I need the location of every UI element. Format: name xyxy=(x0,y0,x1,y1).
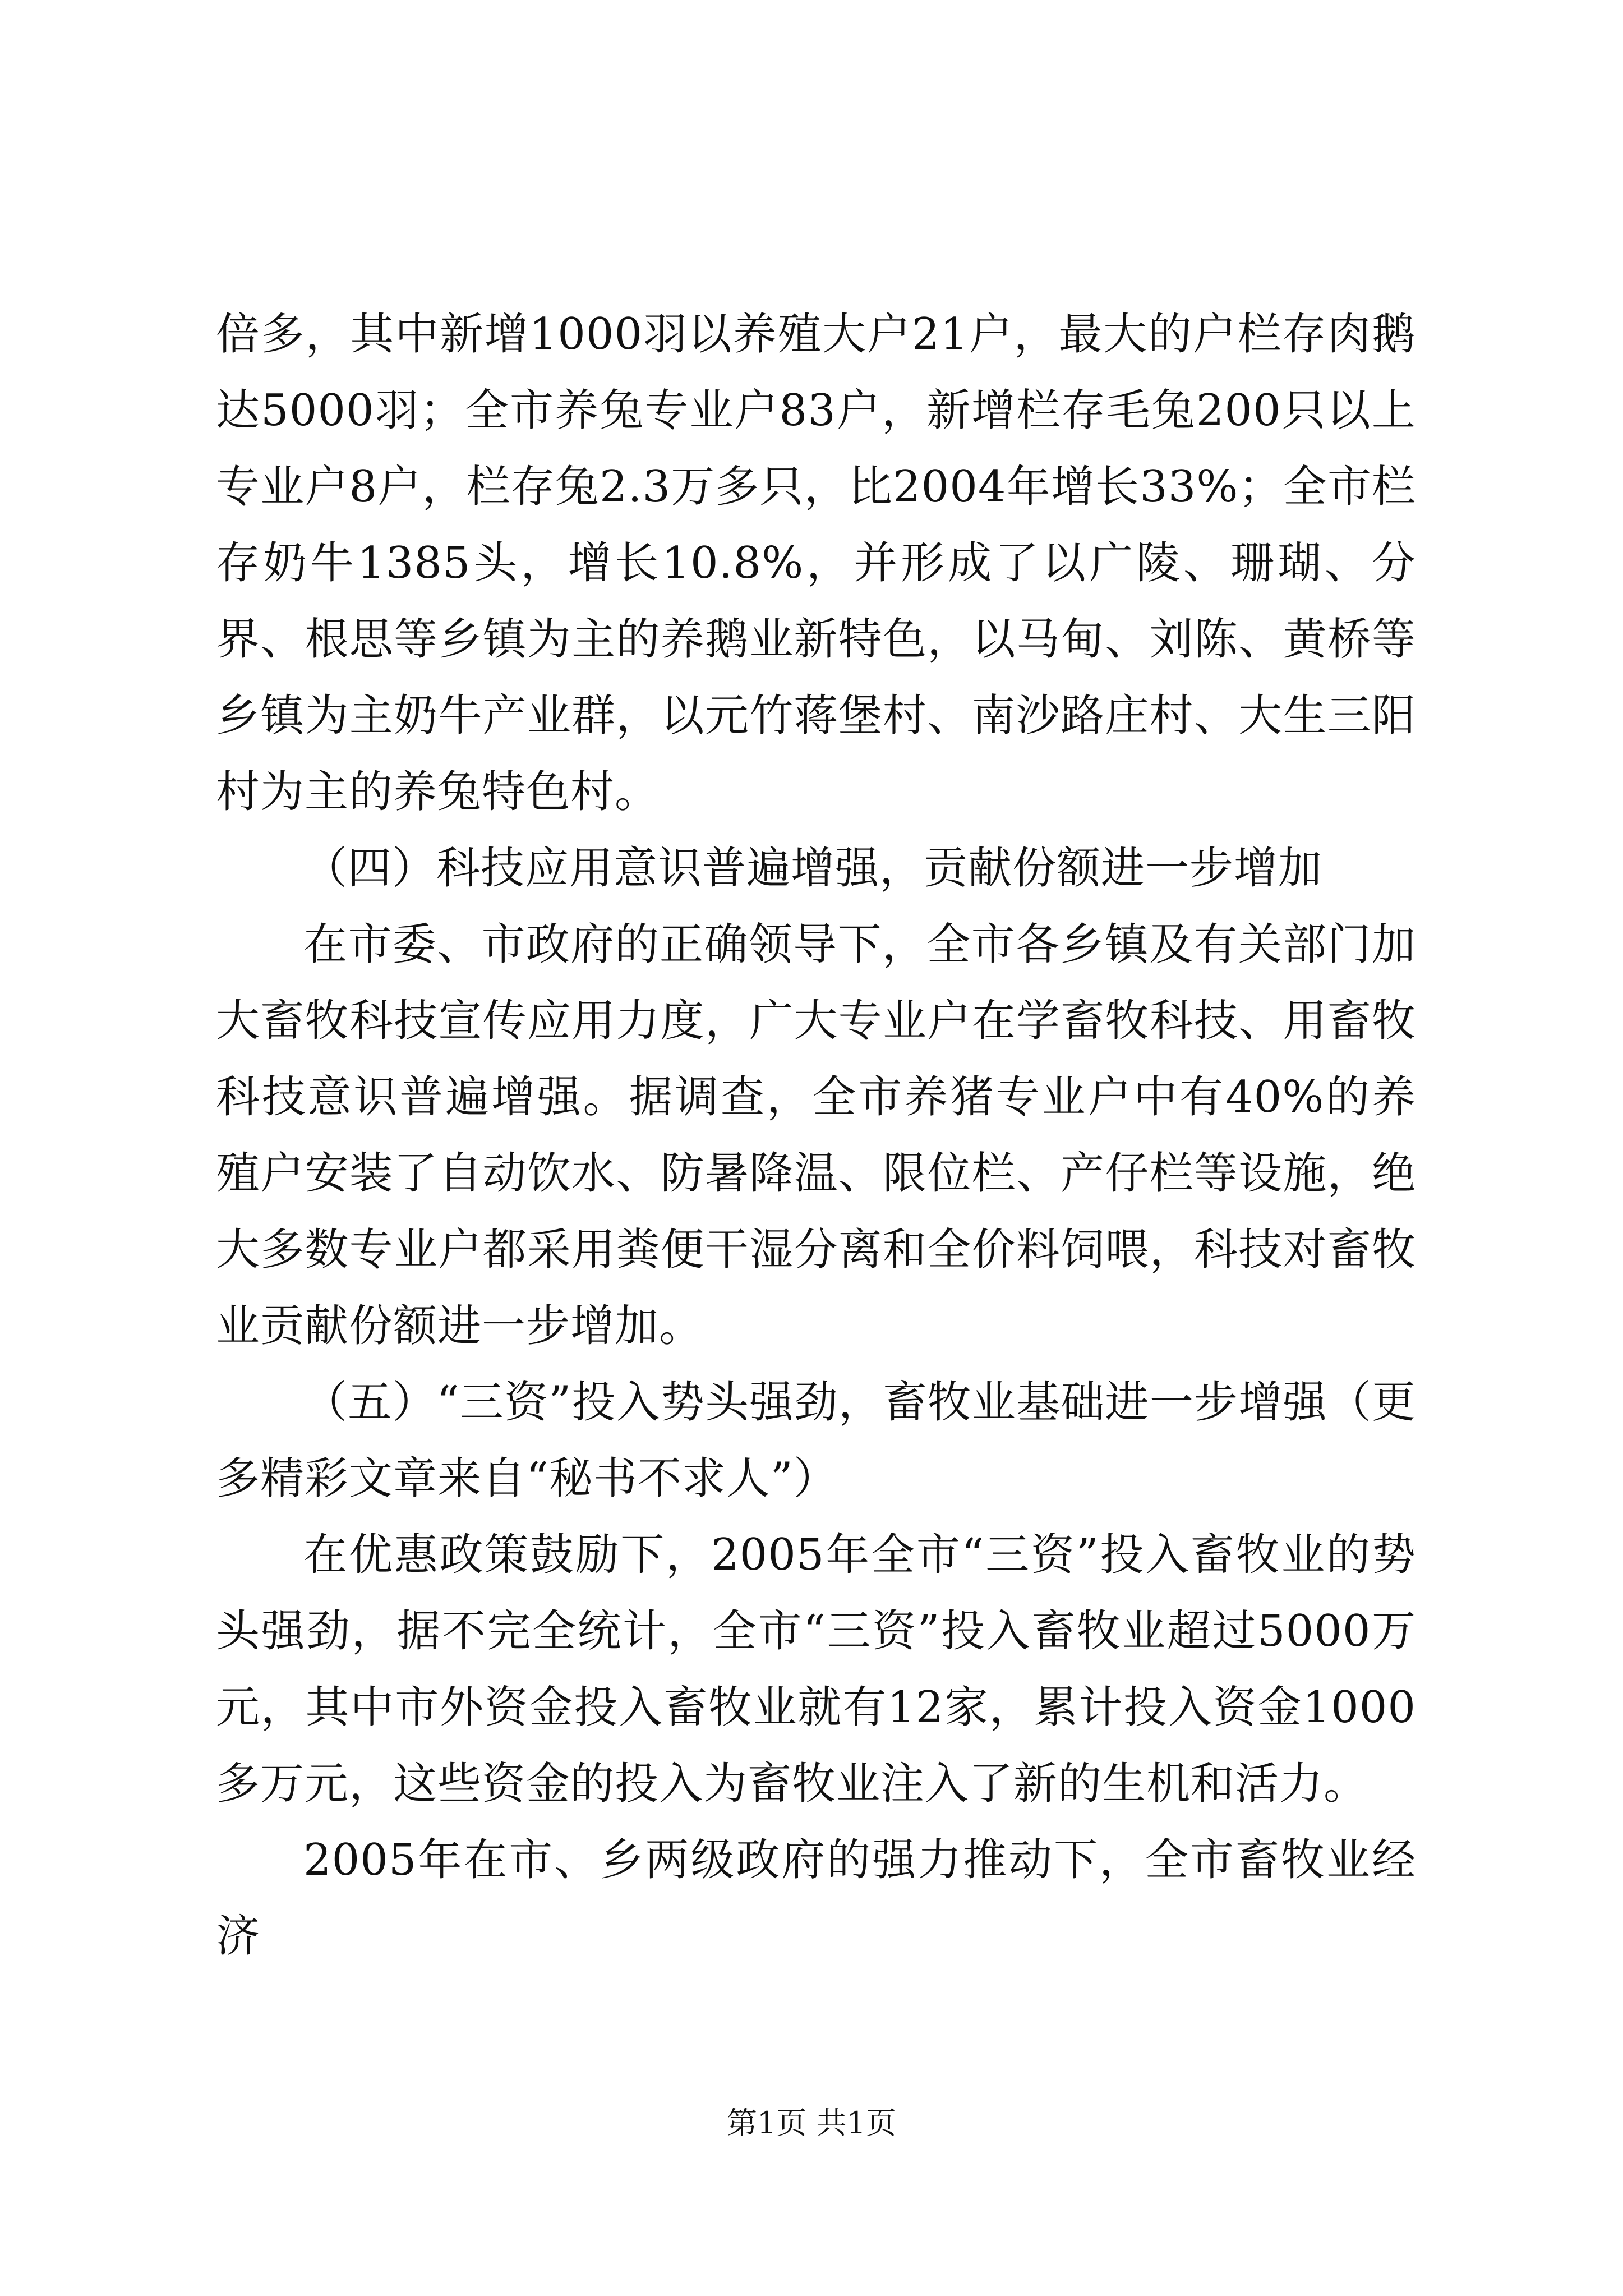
page-footer: 第1页 共1页 xyxy=(727,2105,896,2141)
section-heading-four: （四）科技应用意识普遍增强，贡献份额进一步增加 xyxy=(303,843,1323,894)
paragraph-technology: 在市委、市政府的正确领导下，全市各乡镇及有关部门加大畜牧科技宣传应用力度，广大专业户在学畜牧科技、用畜牧科技意识普遍增强。据调查，全市养猪专业户中有40%的养殖户安装了自动饮水、防暑降温、限位栏、产仔栏等设施，绝大多数专业户都采用粪便干湿分离和全价料饲喂，科技对畜牧业贡献份额进一步增加。 xyxy=(216,919,1416,1351)
paragraph-investment: 在优惠政策鼓励下，2005年全市“三资”投入畜牧业的势头强劲，据不完全统计，全市“三资”投入畜牧业超过5000万元，其中市外资金投入畜牧业就有12家，累计投入资金1000多万元，这些资金的投入为畜牧业注入了新的生机和活力。 xyxy=(216,1530,1416,1809)
paragraph-continuation: 倍多，其中新增1000羽以养殖大户21户，最大的户栏存肉鹅达5000羽；全市养兔专业户83户，新增栏存毛兔200只以上专业户8户，栏存兔2.3万多只，比2004年增长33%；全市栏存奶牛1385头，增长10.8%，并形成了以广陵、珊瑚、分界、根思等乡镇为主的养鹅业新特色，以马甸、刘陈、黄桥等乡镇为主奶牛产业群，以元竹蒋堡村、南沙路庄村、大生三阳村为主的养兔特色村。 xyxy=(216,309,1416,817)
document-body xyxy=(216,296,1416,1975)
section-heading-five: （五）“三资”投入势头强劲，畜牧业基础进一步增强（更多精彩文章来自“秘书不求人”） xyxy=(216,1377,1416,1504)
paragraph-summary-start: 2005年在市、乡两级政府的强力推动下，全市畜牧业经济 xyxy=(216,1835,1416,1962)
